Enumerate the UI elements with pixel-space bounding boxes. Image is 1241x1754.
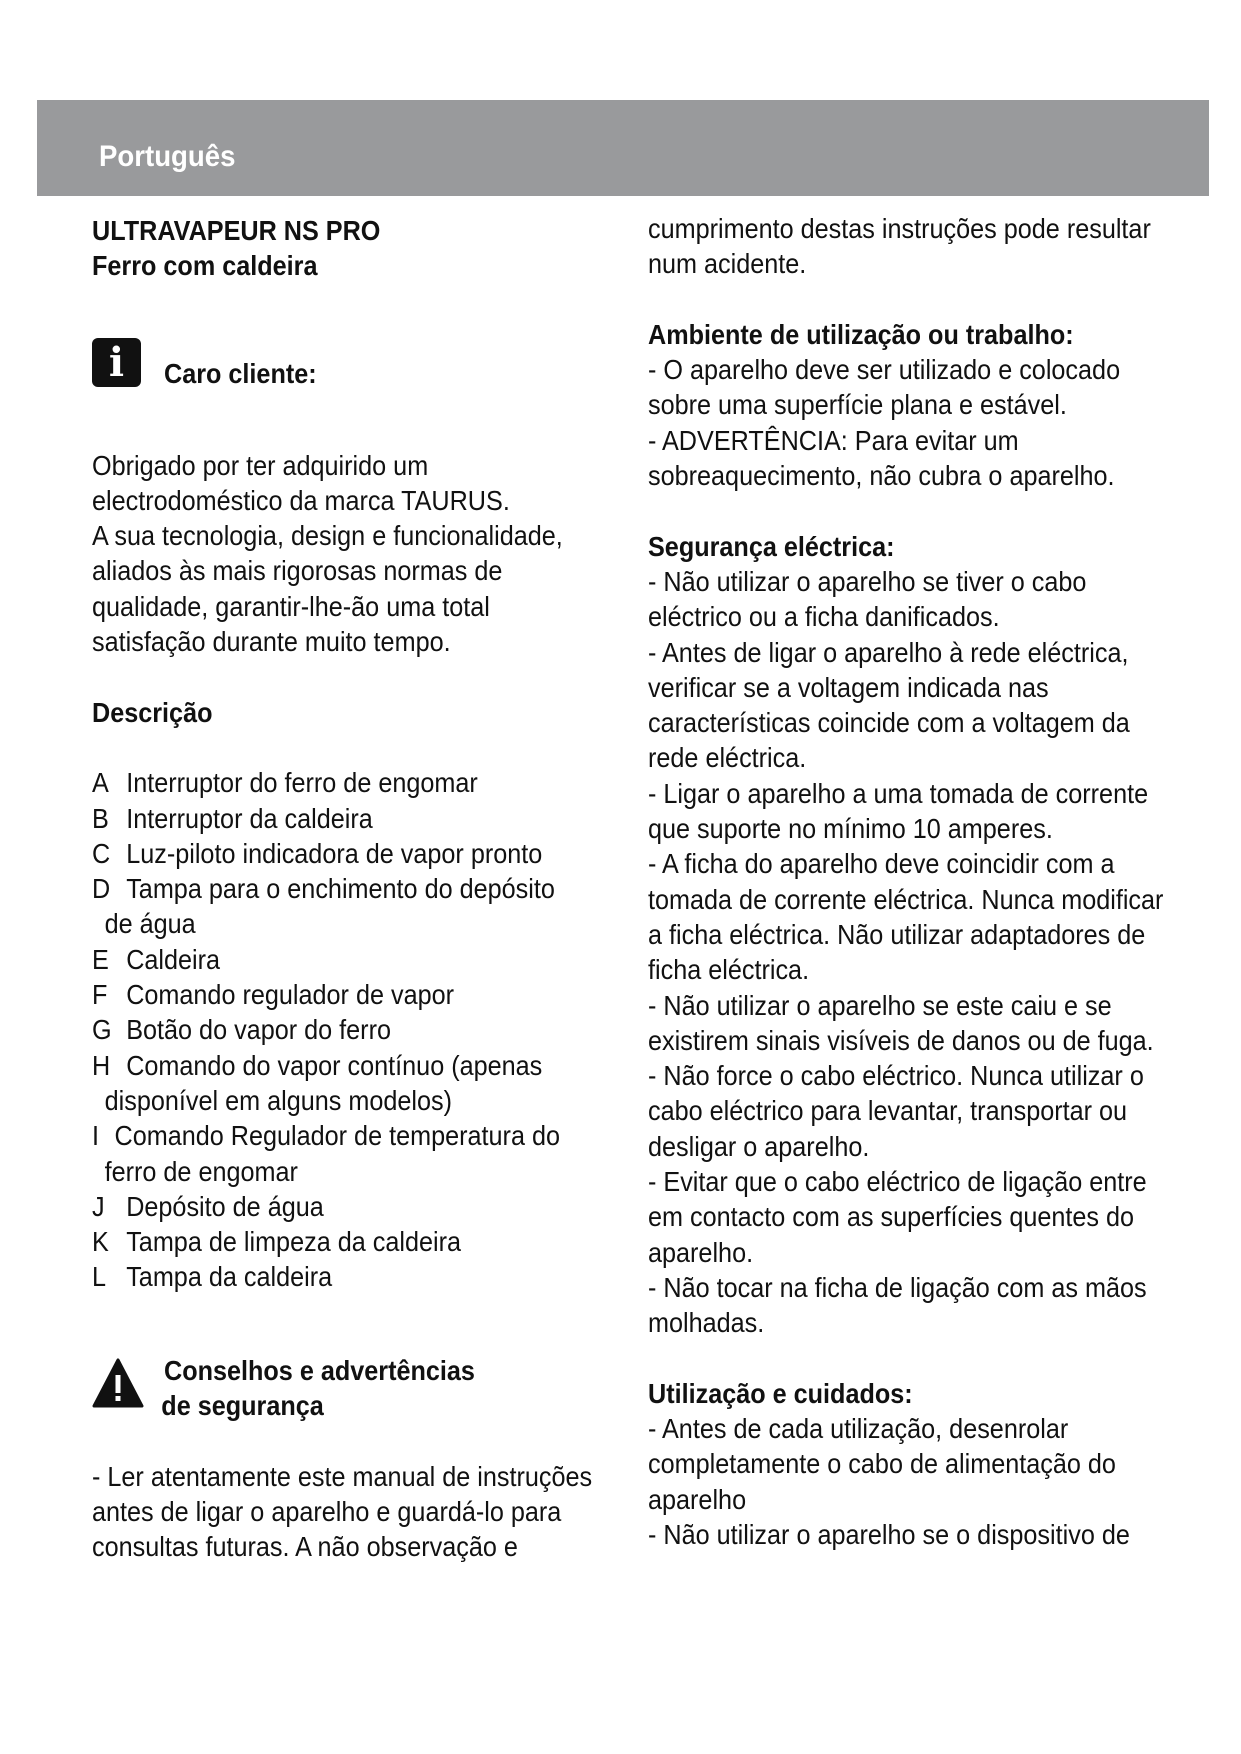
safety-line: antes de ligar o aparelho e guardá-lo para xyxy=(92,1496,562,1528)
safety-line: - Ler atentamente este manual de instruções xyxy=(92,1460,593,1492)
environment-heading: Ambiente de utilização ou trabalho: xyxy=(648,318,1074,350)
description-text: Interruptor da caldeira xyxy=(126,802,373,834)
description-item xyxy=(92,1048,560,1083)
description-item xyxy=(92,765,560,800)
right-column xyxy=(648,211,1208,1552)
description-item xyxy=(92,977,560,1012)
description-continuation: ferro de engomar xyxy=(104,1155,298,1187)
description-letter: C xyxy=(92,837,111,869)
environment-line: sobreaquecimento, não cubra o aparelho. xyxy=(648,460,1115,492)
safety-heading-line2: de segurança xyxy=(161,1390,324,1422)
environment-line: - ADVERTÊNCIA: Para evitar um xyxy=(648,424,1019,456)
electrical-line: - Não utilizar o aparelho se este caiu e se xyxy=(648,989,1112,1021)
electrical-line: eléctrico ou a ficha danificados. xyxy=(648,601,1000,633)
environment-line: sobre uma superfície plana e estável. xyxy=(648,389,1067,421)
description-letter: G xyxy=(92,1014,112,1046)
description-letter: L xyxy=(92,1261,107,1293)
electrical-line: ficha eléctrica. xyxy=(648,954,810,986)
electrical-line: - Ligar o aparelho a uma tomada de corrente xyxy=(648,777,1149,809)
intro-line: A sua tecnologia, design e funcionalidade, xyxy=(92,520,563,552)
description-text: Tampa da caldeira xyxy=(126,1261,333,1293)
electrical-heading: Segurança eléctrica: xyxy=(648,530,895,562)
usage-line: - Antes de cada utilização, desenrolar xyxy=(648,1413,1069,1445)
description-item xyxy=(92,871,560,906)
usage-heading: Utilização e cuidados: xyxy=(648,1377,913,1409)
description-letter: E xyxy=(92,943,109,975)
electrical-text xyxy=(648,564,1164,1341)
description-letter: K xyxy=(92,1226,109,1258)
electrical-line: - Não force o cabo eléctrico. Nunca utilizar o xyxy=(648,1060,1144,1092)
intro-line: qualidade, garantir-lhe-ão uma total xyxy=(92,590,490,622)
intro-line: aliados às mais rigorosas normas de xyxy=(92,555,503,587)
electrical-line: que suporte no mínimo 10 amperes. xyxy=(648,813,1053,845)
environment-line: - O aparelho deve ser utilizado e colocado xyxy=(648,354,1121,386)
safety-text xyxy=(92,1459,593,1565)
description-item xyxy=(92,1189,560,1224)
description-text: Comando Regulador de temperatura do xyxy=(114,1120,560,1152)
info-icon: i xyxy=(92,338,141,387)
description-letter: F xyxy=(92,979,108,1011)
description-letter: I xyxy=(92,1120,100,1152)
electrical-line: a ficha eléctrica. Não utilizar adaptadores de xyxy=(648,918,1146,950)
intro-line: electrodoméstico da marca TAURUS. xyxy=(92,484,510,516)
description-text: Interruptor do ferro de engomar xyxy=(126,767,478,799)
description-letter: J xyxy=(92,1190,105,1222)
description-item xyxy=(92,1259,560,1294)
description-list xyxy=(92,765,560,1294)
language-title: Português xyxy=(99,140,236,173)
usage-text xyxy=(648,1411,1152,1552)
description-text: Comando regulador de vapor xyxy=(126,979,455,1011)
intro-text xyxy=(92,448,563,1295)
left-column xyxy=(92,213,612,1565)
header-bar xyxy=(37,100,1209,196)
usage-line: aparelho xyxy=(648,1483,747,1515)
electrical-line: tomada de corrente eléctrica. Nunca modificar xyxy=(648,883,1164,915)
continuation-line: num acidente. xyxy=(648,248,807,280)
description-text: Tampa para o enchimento do depósito xyxy=(126,873,555,905)
electrical-line: - Não tocar na ficha de ligação com as mãos xyxy=(648,1271,1147,1303)
intro-line: Obrigado por ter adquirido um xyxy=(92,449,429,481)
electrical-line: - Não utilizar o aparelho se tiver o cabo xyxy=(648,565,1087,597)
description-text: Depósito de água xyxy=(126,1190,324,1222)
warning-icon xyxy=(92,1357,144,1409)
electrical-line: rede eléctrica. xyxy=(648,742,807,774)
electrical-line: - Antes de ligar o aparelho à rede eléctrica, xyxy=(648,636,1129,668)
description-item xyxy=(92,1224,560,1259)
description-text: Botão do vapor do ferro xyxy=(126,1014,391,1046)
usage-line: completamente o cabo de alimentação do xyxy=(648,1448,1116,1480)
description-continuation: de água xyxy=(104,908,196,940)
electrical-line: verificar se a voltagem indicada nas xyxy=(648,671,1049,703)
description-item xyxy=(92,836,560,871)
continuation-line: cumprimento destas instruções pode resultar xyxy=(648,213,1151,244)
electrical-line: em contacto com as superfícies quentes do xyxy=(648,1201,1135,1233)
greeting-heading: Caro cliente: xyxy=(164,357,317,389)
product-name: ULTRAVAPEUR NS PRO xyxy=(92,215,381,246)
description-continuation: disponível em alguns modelos) xyxy=(104,1084,452,1116)
description-text: Caldeira xyxy=(126,943,221,975)
description-item xyxy=(92,801,560,836)
electrical-line: - A ficha do aparelho deve coincidir com a xyxy=(648,848,1115,880)
safety-line: consultas futuras. A não observação e xyxy=(92,1531,518,1563)
product-type: Ferro com caldeira xyxy=(92,250,318,282)
intro-line: satisfação durante muito tempo. xyxy=(92,626,451,658)
description-letter: B xyxy=(92,802,109,834)
description-text: Luz-piloto indicadora de vapor pronto xyxy=(126,837,543,869)
description-text: Comando do vapor contínuo (apenas xyxy=(126,1049,543,1081)
electrical-line: - Evitar que o cabo eléctrico de ligação entre xyxy=(648,1166,1147,1198)
electrical-line: aparelho. xyxy=(648,1236,754,1268)
electrical-line: características coincide com a voltagem da xyxy=(648,707,1130,739)
electrical-line: existirem sinais visíveis de danos ou de fuga. xyxy=(648,1024,1154,1056)
description-item xyxy=(92,1118,560,1153)
electrical-line: desligar o aparelho. xyxy=(648,1130,870,1162)
safety-heading-row xyxy=(92,1353,612,1424)
description-text: Tampa de limpeza da caldeira xyxy=(126,1226,461,1258)
electrical-line: cabo eléctrico para levantar, transportar ou xyxy=(648,1095,1128,1127)
description-item xyxy=(92,1012,560,1047)
description-item xyxy=(92,942,560,977)
electrical-line: molhadas. xyxy=(648,1307,765,1339)
usage-line: - Não utilizar o aparelho se o dispositivo de xyxy=(648,1518,1130,1550)
description-letter: H xyxy=(92,1049,111,1081)
description-heading: Descrição xyxy=(92,696,213,728)
safety-heading-line1: Conselhos e advertências xyxy=(164,1354,475,1386)
description-letter: A xyxy=(92,767,109,799)
safety-heading xyxy=(161,1353,475,1424)
description-letter: D xyxy=(92,873,111,905)
greeting-row xyxy=(92,334,612,404)
